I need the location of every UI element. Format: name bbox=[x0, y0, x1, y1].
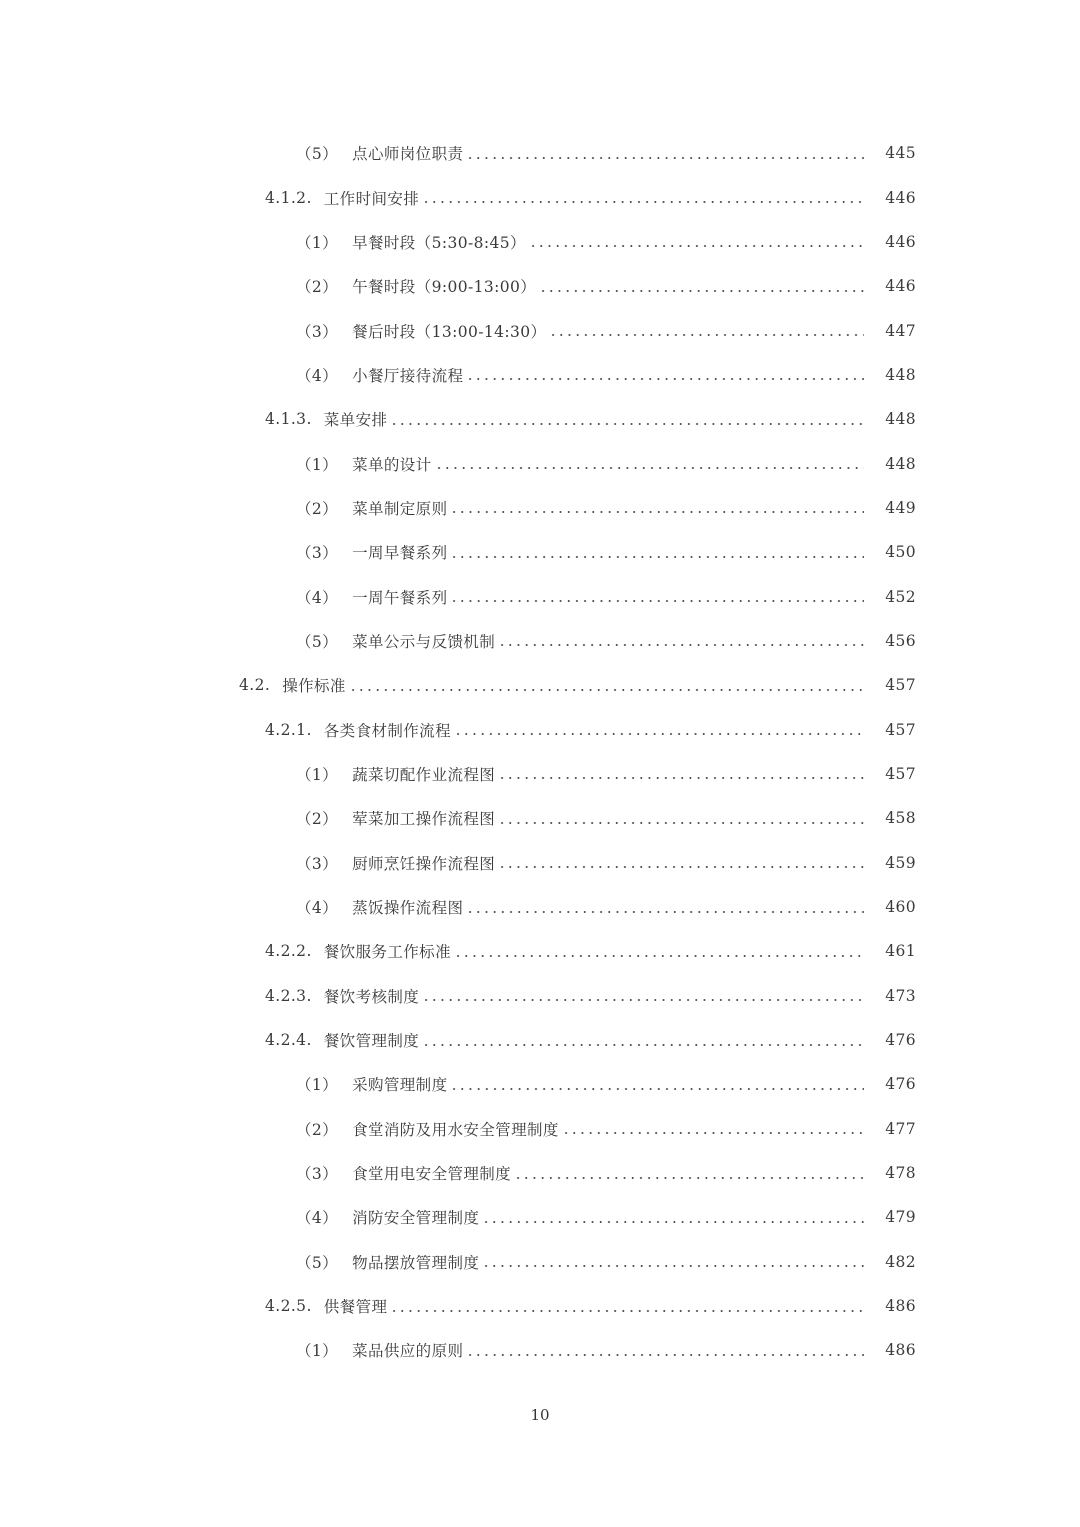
dot-leader bbox=[422, 999, 864, 1001]
toc-entry-number: （3） bbox=[296, 322, 339, 341]
toc-entry-number: （2） bbox=[296, 810, 339, 829]
dot-leader bbox=[498, 777, 864, 779]
toc-entry[interactable] bbox=[0, 1240, 1080, 1284]
toc-entry-page: 482 bbox=[885, 1252, 916, 1271]
toc-entry-page: 460 bbox=[885, 898, 916, 917]
toc-entry-page: 446 bbox=[885, 277, 916, 296]
dot-leader bbox=[390, 423, 864, 425]
toc-entry-text bbox=[265, 940, 872, 962]
toc-entry[interactable] bbox=[0, 220, 1080, 264]
toc-entry-page: 476 bbox=[885, 1031, 916, 1050]
toc-entry-page: 448 bbox=[885, 454, 916, 473]
toc-entry-text bbox=[296, 852, 872, 874]
toc-entry-text bbox=[265, 1295, 872, 1317]
toc-entry[interactable] bbox=[0, 1107, 1080, 1151]
toc-entry-page: 461 bbox=[885, 942, 916, 961]
toc-entry[interactable] bbox=[0, 441, 1080, 485]
toc-entry-text bbox=[296, 231, 872, 253]
toc-entry-title: 供餐管理 bbox=[323, 1298, 388, 1317]
toc-entry[interactable] bbox=[0, 841, 1080, 885]
dot-leader bbox=[466, 911, 864, 913]
dot-leader bbox=[466, 1354, 864, 1356]
toc-entry[interactable] bbox=[0, 1062, 1080, 1106]
dot-leader bbox=[498, 866, 864, 868]
toc-entry[interactable] bbox=[0, 885, 1080, 929]
toc-entry-page: 459 bbox=[885, 853, 916, 872]
toc-entry-number: 4.2.4. bbox=[265, 1031, 312, 1050]
toc-entry-text bbox=[296, 1339, 872, 1361]
toc-entry-text bbox=[296, 763, 872, 785]
dot-leader bbox=[454, 955, 864, 957]
toc-entry-number: （4） bbox=[296, 588, 339, 607]
toc-entry-title: 菜单安排 bbox=[323, 411, 388, 430]
toc-entry[interactable] bbox=[0, 752, 1080, 796]
toc-entry-number: （3） bbox=[296, 544, 339, 563]
toc-entry-page: 458 bbox=[885, 809, 916, 828]
dot-leader bbox=[450, 600, 864, 602]
toc-entry-text bbox=[296, 807, 872, 829]
toc-entry-title: 食堂用电安全管理制度 bbox=[352, 1165, 512, 1184]
toc-entry-text bbox=[296, 1118, 872, 1140]
toc-entry-text bbox=[296, 1073, 872, 1095]
toc-entry-text bbox=[296, 630, 872, 652]
toc-entry-page: 473 bbox=[885, 986, 916, 1005]
dot-leader bbox=[349, 689, 864, 691]
toc-entry-page: 457 bbox=[885, 720, 916, 739]
toc-entry-title: 蒸饭操作流程图 bbox=[352, 899, 464, 918]
toc-entry-page: 447 bbox=[885, 321, 916, 340]
toc-entry[interactable] bbox=[0, 175, 1080, 219]
dot-leader bbox=[450, 556, 864, 558]
toc-entry-number: （5） bbox=[296, 145, 339, 164]
toc-entry-title: 食堂消防及用水安全管理制度 bbox=[352, 1120, 559, 1139]
toc-entry-title: 菜单制定原则 bbox=[352, 499, 448, 518]
toc-entry[interactable] bbox=[0, 796, 1080, 840]
table-of-contents bbox=[0, 131, 1080, 1373]
toc-entry-number: 4.2. bbox=[239, 676, 271, 695]
toc-entry[interactable] bbox=[0, 131, 1080, 175]
toc-entry[interactable] bbox=[0, 707, 1080, 751]
toc-entry-text bbox=[296, 896, 872, 918]
toc-entry-number: 4.2.1. bbox=[265, 720, 312, 739]
toc-entry[interactable] bbox=[0, 1328, 1080, 1372]
dot-leader bbox=[450, 511, 864, 513]
toc-entry[interactable] bbox=[0, 1151, 1080, 1195]
toc-entry-page: 446 bbox=[885, 188, 916, 207]
toc-entry[interactable] bbox=[0, 264, 1080, 308]
toc-entry[interactable] bbox=[0, 929, 1080, 973]
toc-entry-page: 449 bbox=[885, 498, 916, 517]
toc-entry-text bbox=[296, 142, 872, 164]
toc-entry[interactable] bbox=[0, 486, 1080, 530]
toc-entry-title: 一周早餐系列 bbox=[352, 544, 448, 563]
toc-entry[interactable] bbox=[0, 1284, 1080, 1328]
dot-leader bbox=[422, 201, 864, 203]
toc-entry-page: 478 bbox=[885, 1164, 916, 1183]
toc-entry-text bbox=[296, 364, 872, 386]
toc-entry-text bbox=[296, 541, 872, 563]
toc-entry-text bbox=[265, 187, 872, 209]
toc-entry-title: 消防安全管理制度 bbox=[352, 1209, 480, 1228]
toc-entry-number: （5） bbox=[296, 632, 339, 651]
toc-entry-number: （5） bbox=[296, 1253, 339, 1272]
toc-entry-text bbox=[296, 453, 872, 475]
dot-leader bbox=[450, 1088, 864, 1090]
dot-leader bbox=[390, 1310, 864, 1312]
dot-leader bbox=[466, 378, 864, 380]
toc-entry-number: （2） bbox=[296, 1120, 339, 1139]
toc-entry[interactable] bbox=[0, 1018, 1080, 1062]
toc-entry-number: （3） bbox=[296, 1165, 339, 1184]
dot-leader bbox=[529, 245, 864, 247]
toc-entry-page: 486 bbox=[885, 1297, 916, 1316]
toc-entry-page: 479 bbox=[885, 1208, 916, 1227]
toc-entry-page: 456 bbox=[885, 631, 916, 650]
toc-entry-text bbox=[296, 1162, 872, 1184]
toc-entry-title: 点心师岗位职责 bbox=[352, 145, 464, 164]
toc-entry-title: 餐饮考核制度 bbox=[323, 987, 420, 1006]
toc-entry-title: 蔬菜切配作业流程图 bbox=[352, 765, 496, 784]
toc-entry-title: 菜单公示与反馈机制 bbox=[352, 632, 496, 651]
toc-entry-title: 午餐时段（9:00-13:00） bbox=[352, 278, 537, 297]
toc-entry-page: 476 bbox=[885, 1075, 916, 1094]
toc-entry-number: （1） bbox=[296, 765, 339, 784]
dot-leader bbox=[539, 290, 864, 292]
toc-entry-number: 4.1.3. bbox=[265, 410, 312, 429]
dot-leader bbox=[454, 733, 864, 735]
toc-entry-page: 445 bbox=[885, 144, 916, 163]
toc-entry-number: 4.2.3. bbox=[265, 986, 312, 1005]
toc-entry-number: （3） bbox=[296, 854, 339, 873]
page-number: 10 bbox=[530, 1406, 550, 1424]
toc-entry-title: 荤菜加工操作流程图 bbox=[352, 810, 496, 829]
toc-entry-title: 各类食材制作流程 bbox=[323, 721, 451, 740]
toc-entry-number: （1） bbox=[296, 455, 339, 474]
toc-entry-number: 4.2.5. bbox=[265, 1297, 312, 1316]
toc-entry-page: 477 bbox=[885, 1119, 916, 1138]
toc-entry[interactable] bbox=[0, 353, 1080, 397]
toc-entry-text bbox=[296, 1251, 872, 1273]
toc-entry[interactable] bbox=[0, 308, 1080, 352]
toc-entry-title: 小餐厅接待流程 bbox=[352, 366, 464, 385]
toc-entry-text bbox=[265, 985, 872, 1007]
toc-entry-text bbox=[296, 320, 872, 342]
dot-leader bbox=[498, 822, 864, 824]
toc-entry[interactable] bbox=[0, 974, 1080, 1018]
toc-entry-page: 448 bbox=[885, 365, 916, 384]
toc-entry[interactable] bbox=[0, 574, 1080, 618]
toc-entry-title: 采购管理制度 bbox=[352, 1076, 448, 1095]
toc-entry-text bbox=[296, 1206, 872, 1228]
dot-leader bbox=[549, 334, 864, 336]
toc-entry-title: 厨师烹饪操作流程图 bbox=[352, 854, 496, 873]
toc-entry[interactable] bbox=[0, 1195, 1080, 1239]
dot-leader bbox=[422, 1044, 864, 1046]
toc-entry-title: 物品摆放管理制度 bbox=[352, 1253, 480, 1272]
toc-entry-title: 餐饮管理制度 bbox=[323, 1032, 420, 1051]
toc-entry-title: 一周午餐系列 bbox=[352, 588, 448, 607]
toc-entry-page: 450 bbox=[885, 543, 916, 562]
toc-entry-title: 菜单的设计 bbox=[352, 455, 432, 474]
dot-leader bbox=[498, 644, 864, 646]
dot-leader bbox=[482, 1221, 864, 1223]
toc-entry[interactable] bbox=[0, 619, 1080, 663]
dot-leader bbox=[466, 157, 864, 159]
toc-entry-title: 早餐时段（5:30-8:45） bbox=[352, 233, 526, 252]
toc-entry-page: 486 bbox=[885, 1341, 916, 1360]
toc-entry-page: 448 bbox=[885, 410, 916, 429]
toc-entry-title: 餐饮服务工作标准 bbox=[323, 943, 451, 962]
toc-entry-number: （4） bbox=[296, 366, 339, 385]
toc-entry-text bbox=[296, 497, 872, 519]
toc-entry-page: 457 bbox=[885, 676, 916, 695]
toc-entry-text bbox=[239, 674, 872, 696]
toc-entry-text bbox=[265, 1029, 872, 1051]
toc-entry-title: 菜品供应的原则 bbox=[352, 1342, 464, 1361]
toc-entry-text bbox=[265, 408, 872, 430]
toc-entry-text bbox=[265, 719, 872, 741]
toc-entry-number: （2） bbox=[296, 278, 339, 297]
dot-leader bbox=[435, 467, 864, 469]
toc-entry-title: 操作标准 bbox=[282, 677, 346, 696]
toc-entry[interactable] bbox=[0, 397, 1080, 441]
toc-entry-number: （1） bbox=[296, 1076, 339, 1095]
toc-entry-title: 餐后时段（13:00-14:30） bbox=[352, 322, 547, 341]
toc-entry-number: （1） bbox=[296, 1342, 339, 1361]
toc-entry-page: 457 bbox=[885, 764, 916, 783]
toc-entry-number: （2） bbox=[296, 499, 339, 518]
toc-entry-number: 4.2.2. bbox=[265, 942, 312, 961]
toc-entry-number: 4.1.2. bbox=[265, 188, 312, 207]
toc-entry-number: （4） bbox=[296, 899, 339, 918]
toc-entry-number: （4） bbox=[296, 1209, 339, 1228]
toc-entry-text bbox=[296, 275, 872, 297]
toc-entry-title: 工作时间安排 bbox=[323, 189, 420, 208]
dot-leader bbox=[482, 1265, 864, 1267]
toc-entry[interactable] bbox=[0, 663, 1080, 707]
toc-entry[interactable] bbox=[0, 530, 1080, 574]
toc-entry-page: 452 bbox=[885, 587, 916, 606]
toc-entry-text bbox=[296, 586, 872, 608]
toc-entry-page: 446 bbox=[885, 232, 916, 251]
dot-leader bbox=[514, 1177, 864, 1179]
dot-leader bbox=[562, 1132, 864, 1134]
toc-entry-number: （1） bbox=[296, 233, 339, 252]
